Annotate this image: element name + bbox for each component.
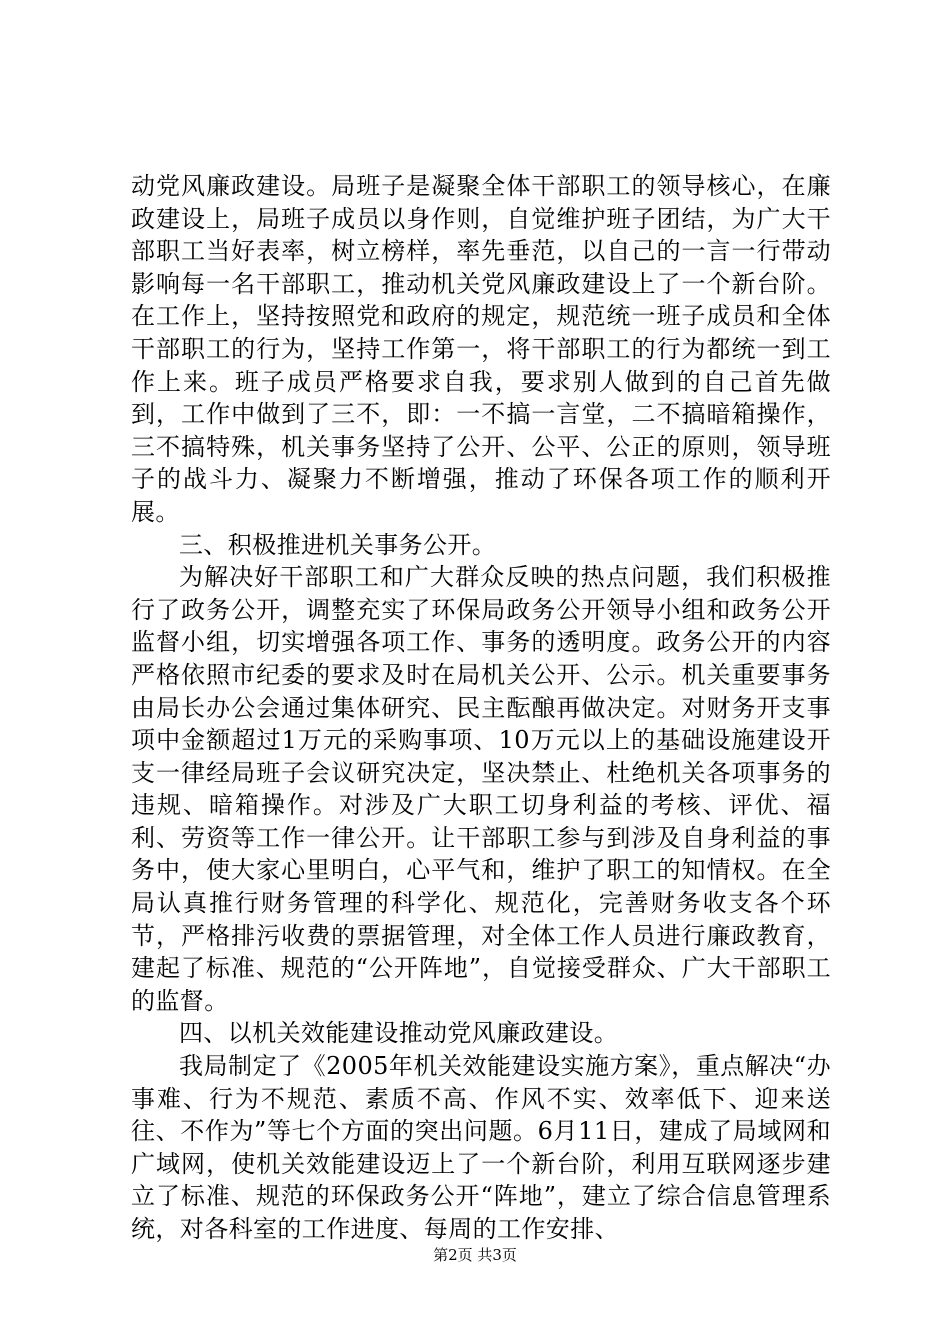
document-body [131,170,831,1246]
paragraph-continuation: 动党风廉政建设。局班子是凝聚全体干部职工的领导核心，在廉政建设上，局班子成员以身作则，自觉维护班子团结，为广大干部职工当好表率，树立榜样，率先垂范，以自己的一言一行带动影响每一名干部职工，推动机关党风廉政建设上了一个新台阶。在工作上，坚持按照党和政府的规定，规范统一班子成员和全体干部职工的行为，坚持工作第一，将干部职工的行为都统一到工作上来。班子成员严格要求自我，要求别人做到的自己首先做到，工作中做到了三不，即：一不搞一言堂，二不搞暗箱操作，三不搞特殊，机关事务坚持了公开、公平、公正的原则，领导班子的战斗力、凝聚力不断增强，推动了环保各项工作的顺利开展。 [131,172,831,526]
paragraph-public-affairs: 为解决好干部职工和广大群众反映的热点问题，我们积极推行了政务公开，调整充实了环保局政务公开领导小组和政务公开监督小组，切实增强各项工作、事务的透明度。政务公开的内容严格依照市纪委的要求及时在局机关公开、公示。机关重要事务由局长办公会通过集体研究、民主酝酿再做决定。对财务开支事项中金额超过1万元的采购事项、10万元以上的基础设施建设开支一律经局班子会议研究决定，坚决禁止、杜绝机关各项事务的违规、暗箱操作。对涉及广大职工切身利益的考核、评优、福利、劳资等工作一律公开。让干部职工参与到涉及自身利益的事务中，使大家心里明白，心平气和，维护了职工的知情权。在全局认真推行财务管理的科学化、规范化，完善财务收支各个环节，严格排污收费的票据管理，对全体工作人员进行廉政教育，建起了标准、规范的“公开阵地”，自觉接受群众、广大干部职工的监督。 [131,563,831,1015]
section-heading-3: 三、积极推进机关事务公开。 [179,530,497,559]
paragraph-efficiency: 我局制定了《2005年机关效能建设实施方案》，重点解决“办事难、行为不规范、素质不高、作风不实、效率低下、迎来送往、不作为”等七个方面的突出问题。6月11日，建成了局域网和广域网，使机关效能建设迈上了一个新台阶，利用互联网逐步建立了标准、规范的环保政务公开“阵地”，建立了综合信息管理系统，对各科室的工作进度、每周的工作安排、 [131,1052,831,1243]
section-heading-4: 四、以机关效能建设推动党风廉政建设。 [179,1019,619,1048]
page-footer: 第2页 共3页 [433,1246,517,1264]
